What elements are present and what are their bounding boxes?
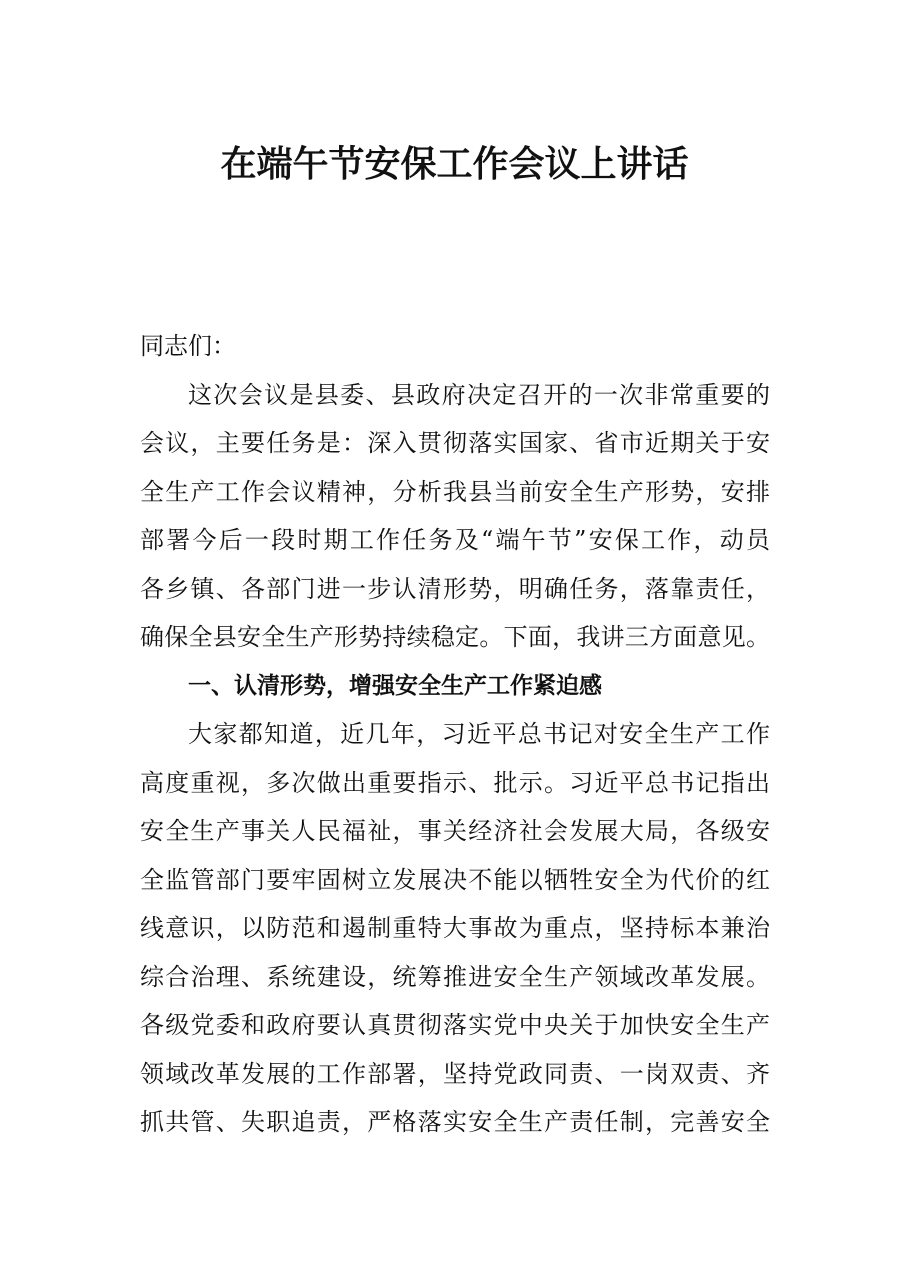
paragraph-line: 确保全县安全生产形势持续稳定。下面，我讲三方面意见。 xyxy=(140,623,770,651)
paragraph-line: 全监管部门要牢固树立发展决不能以牺牲安全为代价的红 xyxy=(140,865,770,894)
paragraph-line: 大家都知道，近几年，习近平总书记对安全生产工作 xyxy=(188,720,770,748)
paragraph-line: 全生产工作会议精神，分析我县当前安全生产形势，安排 xyxy=(140,477,770,506)
paragraph-line: 各乡镇、各部门进一步认清形势，明确任务，落靠责任， xyxy=(140,574,770,603)
paragraph-line: 线意识，以防范和遏制重特大事故为重点，坚持标本兼治 xyxy=(140,914,770,942)
section-heading: 一、认清形势，增强安全生产工作紧迫感 xyxy=(188,672,602,699)
document-body xyxy=(140,322,770,1147)
paragraph-line: 这次会议是县委、县政府决定召开的一次非常重要的 xyxy=(188,380,770,409)
paragraph-2 xyxy=(140,710,770,1147)
paragraph-line: 各级党委和政府要认真贯彻落实党中央关于加快安全生产 xyxy=(140,1011,770,1039)
paragraph-line: 安全生产事关人民福祉，事关经济社会发展大局，各级安 xyxy=(140,817,770,845)
paragraph-line: 抓共管、失职追责，严格落实安全生产责任制，完善安全 xyxy=(140,1108,770,1136)
paragraph-line: 高度重视，多次做出重要指示、批示。习近平总书记指出 xyxy=(140,768,770,797)
paragraph-1 xyxy=(140,371,770,662)
paragraph-line: 领域改革发展的工作部署，坚持党政同责、一岗双责、齐 xyxy=(140,1059,770,1088)
paragraph-line: 综合治理、系统建设，统筹推进安全生产领域改革发展。 xyxy=(140,962,770,991)
salutation: 同志们： xyxy=(140,332,236,360)
paragraph-line: 会议，主要任务是：深入贯彻落实国家、省市近期关于安 xyxy=(140,429,770,457)
paragraph-line: 部署今后一段时期工作任务及“端午节”安保工作，动员 xyxy=(140,526,770,554)
document-title: 在端午节安保工作会议上讲话 xyxy=(220,143,689,185)
